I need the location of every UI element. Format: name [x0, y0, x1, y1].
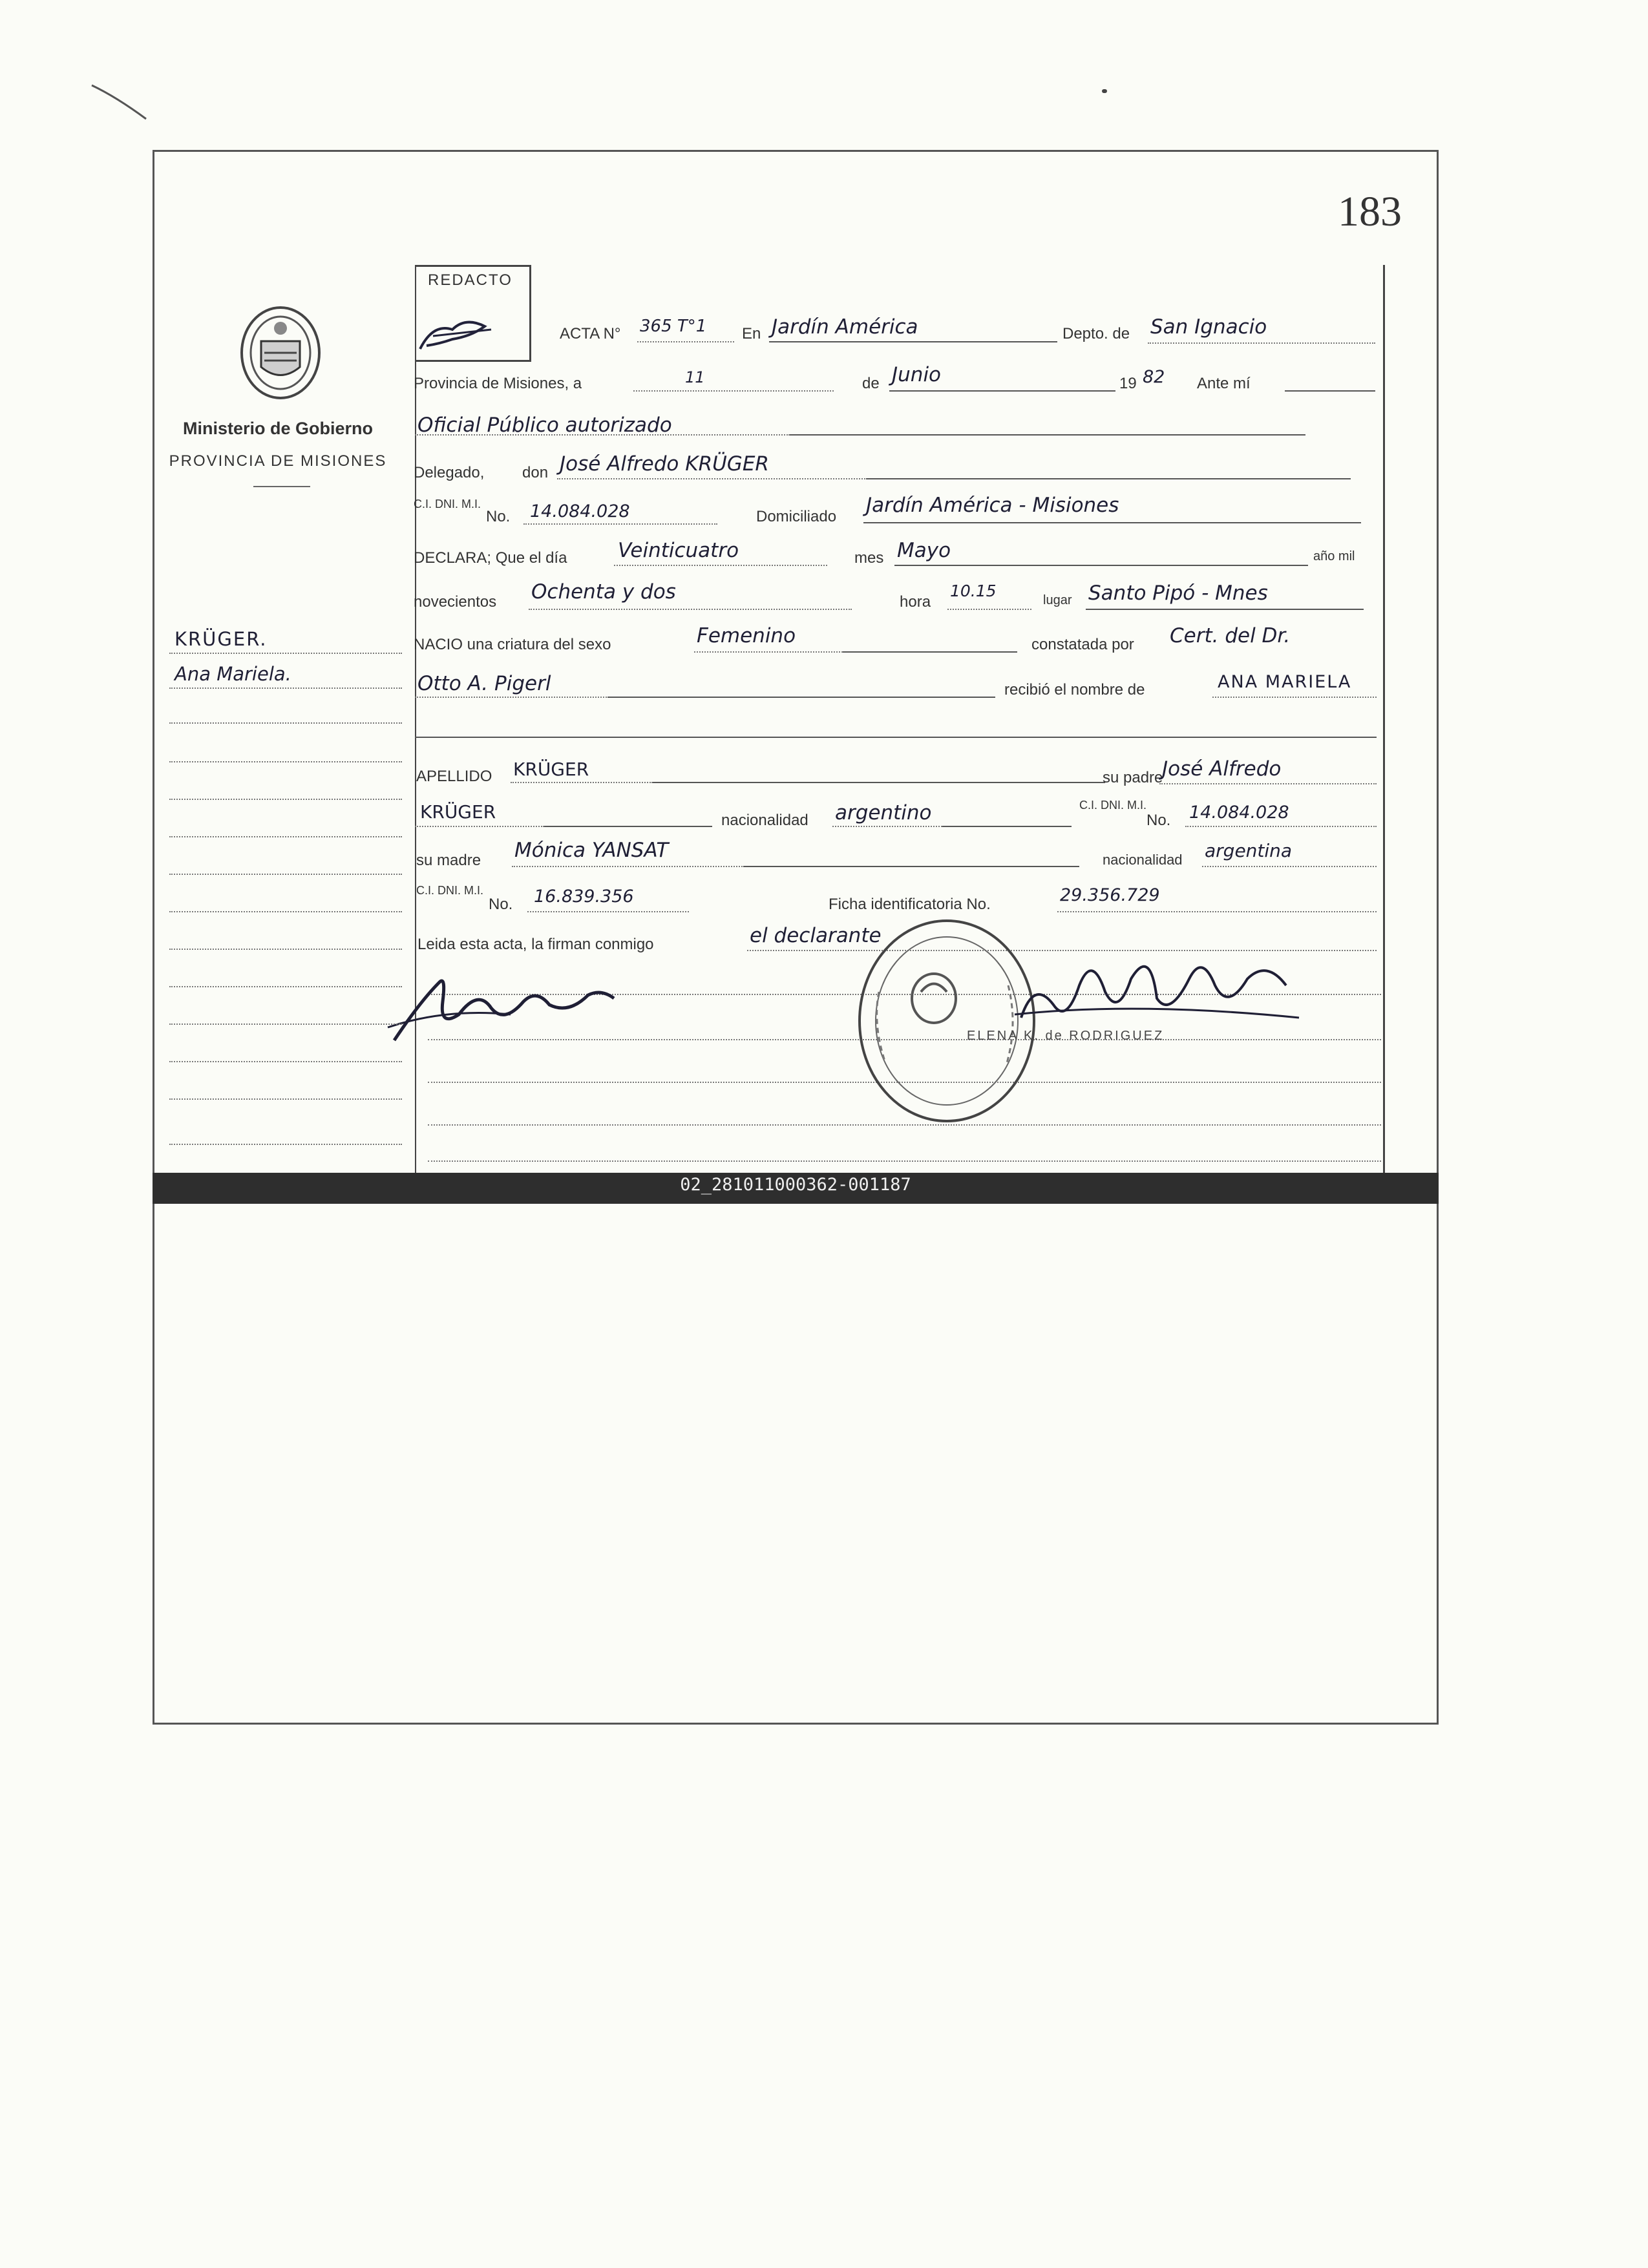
padre-doc-line: [1185, 826, 1377, 827]
apellido-value: KRÜGER: [513, 759, 589, 780]
official-dotted: [415, 434, 790, 436]
padre-no-label: No.: [1146, 812, 1171, 829]
ante-line: [1285, 390, 1375, 392]
padre-label: su padre: [1103, 769, 1163, 786]
margin-line: [169, 836, 402, 837]
madre-line: [743, 866, 1079, 867]
margin-line: [169, 874, 402, 875]
padre-nacionalidad-line: [942, 826, 1072, 827]
doc-line: [523, 523, 717, 525]
margin-line: [169, 1024, 402, 1025]
ante-label: Ante mí: [1197, 375, 1251, 392]
madre-nacionalidad-line: [1202, 866, 1377, 867]
constatada-label: constatada por: [1031, 636, 1134, 653]
sexo-line: [843, 651, 1017, 653]
sexo-value: Femenino: [697, 624, 796, 647]
official-line: [788, 434, 1305, 436]
acta-line: [637, 341, 734, 342]
mes-line: [894, 565, 1308, 566]
month-value: Junio: [892, 363, 942, 386]
margin-line: [169, 761, 402, 762]
don-value: José Alfredo KRÜGER: [560, 452, 769, 476]
madre-doc-number: 16.839.356: [534, 887, 634, 907]
right-border-line: [1383, 265, 1385, 1173]
day-value: 11: [685, 368, 705, 386]
depto-line: [1148, 342, 1375, 344]
year-value: 82: [1143, 367, 1165, 387]
provincia-label: Provincia de Misiones, a: [414, 375, 582, 392]
provincial-emblem-icon: [235, 302, 326, 406]
margin-note-surname: KRÜGER.: [174, 628, 268, 650]
padre-nacionalidad-dotted: [832, 826, 942, 827]
declara-line: [614, 565, 827, 566]
padre-apellido: KRÜGER: [420, 801, 496, 823]
day-line: [633, 390, 834, 392]
margin-line: [169, 911, 402, 912]
barcode-text: 02_281011000362-001187: [680, 1175, 911, 1195]
margin-line: [169, 1098, 402, 1100]
depto-label: Depto. de: [1062, 325, 1130, 342]
ano-label: año mil: [1313, 549, 1355, 563]
margin-line: [169, 722, 402, 724]
margin-line: [169, 799, 402, 800]
margin-line: [169, 1144, 402, 1145]
hora-line: [947, 609, 1031, 610]
padre-line: [1159, 783, 1377, 784]
declara-label: DECLARA; Que el día: [414, 549, 567, 567]
margin-line: [169, 1061, 402, 1062]
redacto-label: REDACTO: [428, 271, 512, 289]
madre-no-label: No.: [489, 896, 513, 913]
ficha-label: Ficha identificatoria No.: [829, 896, 991, 913]
don-line: [866, 478, 1351, 479]
padre-apellido-line: [544, 826, 712, 827]
mes-label: mes: [854, 549, 884, 567]
de-label: de: [862, 375, 880, 392]
madre-value: Mónica YANSAT: [514, 839, 669, 862]
ficha-line: [1057, 911, 1377, 912]
month-line: [889, 390, 1115, 392]
doc-number: 14.084.028: [530, 501, 630, 521]
nombre-line: [1212, 697, 1377, 698]
madre-dotted: [512, 866, 745, 867]
leida-value: el declarante: [750, 924, 882, 947]
en-label: En: [742, 325, 761, 342]
redactor-signature: [414, 310, 511, 355]
padre-value: José Alfredo: [1162, 757, 1282, 781]
ficha-value: 29.356.729: [1060, 885, 1160, 905]
scan-speck: [1102, 89, 1107, 93]
margin-line: [169, 949, 402, 950]
lugar-value: Santo Pipó - Mnes: [1088, 582, 1268, 605]
signature-line-5: [428, 1160, 1381, 1162]
madre-label: su madre: [416, 852, 481, 869]
official-value: Oficial Público autorizado: [417, 414, 672, 437]
hora-value: 10.15: [950, 582, 997, 600]
ministry-name: Ministerio de Gobierno: [182, 419, 374, 438]
madre-doc-line: [527, 911, 689, 912]
doctor-dotted: [415, 697, 609, 698]
don-dotted: [557, 478, 867, 479]
declarant-signature: [381, 963, 627, 1047]
madre-nacionalidad-label: nacionalidad: [1103, 852, 1183, 868]
official-signature: [1008, 940, 1305, 1037]
margin-note-name: Ana Mariela.: [174, 663, 291, 685]
padre-doc-type: C.I. DNI. M.I.: [1079, 799, 1147, 812]
novecientos-line: [529, 609, 852, 610]
madre-doc-type: C.I. DNI. M.I.: [416, 884, 484, 897]
declara-day: Veinticuatro: [618, 539, 739, 562]
depto-value: San Ignacio: [1150, 315, 1267, 339]
divider: [253, 486, 310, 487]
officer-name: ELENA K. de RODRIGUEZ: [967, 1029, 1165, 1043]
constatada-value: Cert. del Dr.: [1170, 624, 1291, 647]
madre-nacionalidad: argentina: [1205, 840, 1293, 861]
recibio-label: recibió el nombre de: [1004, 681, 1145, 698]
margin-line: [169, 986, 402, 987]
novecientos-label: novecientos: [414, 593, 497, 611]
province-name: PROVINCIA DE MISIONES: [169, 452, 387, 470]
page-number: 183: [1338, 188, 1402, 235]
nombre-value: ANA MARIELA: [1218, 672, 1352, 692]
scan-mark: [90, 78, 149, 123]
blank-line: [415, 737, 1377, 738]
apellido-label: APELLIDO: [416, 768, 492, 785]
acta-number: 365 T°1: [640, 317, 707, 336]
padre-nacionalidad: argentino: [835, 801, 932, 824]
lugar-label: lugar: [1043, 593, 1072, 607]
sexo-dotted: [694, 651, 843, 653]
hora-label: hora: [900, 593, 931, 611]
apellido-line: [653, 782, 1105, 783]
don-label: don: [522, 464, 549, 481]
domicilio-value: Jardín América - Misiones: [866, 494, 1119, 517]
en-value: Jardín América: [772, 315, 918, 339]
padre-doc-number: 14.084.028: [1189, 803, 1289, 823]
mes-value: Mayo: [897, 539, 951, 562]
no-label: No.: [486, 508, 511, 525]
nacio-label: NACIO una criatura del sexo: [414, 636, 611, 653]
domicilio-line: [863, 522, 1361, 523]
apellido-dotted: [511, 782, 653, 783]
domicilio-label: Domiciliado: [756, 508, 837, 525]
padre-apellido-dotted: [415, 826, 544, 827]
delegado-label: Delegado,: [414, 464, 485, 481]
nacionalidad-label: nacionalidad: [721, 812, 808, 829]
lugar-line: [1086, 609, 1364, 610]
year-prefix: 19: [1119, 375, 1137, 392]
margin-line: [169, 653, 402, 654]
doctor-value: Otto A. Pigerl: [417, 672, 551, 695]
doctor-line: [607, 697, 995, 698]
margin-line: [169, 688, 402, 689]
acta-label: ACTA N°: [560, 325, 621, 342]
novecientos-value: Ochenta y dos: [531, 580, 676, 604]
doc-type: C.I. DNI. M.I.: [414, 498, 481, 510]
leida-label: Leida esta acta, la firman conmigo: [417, 936, 654, 953]
en-line: [769, 341, 1057, 342]
